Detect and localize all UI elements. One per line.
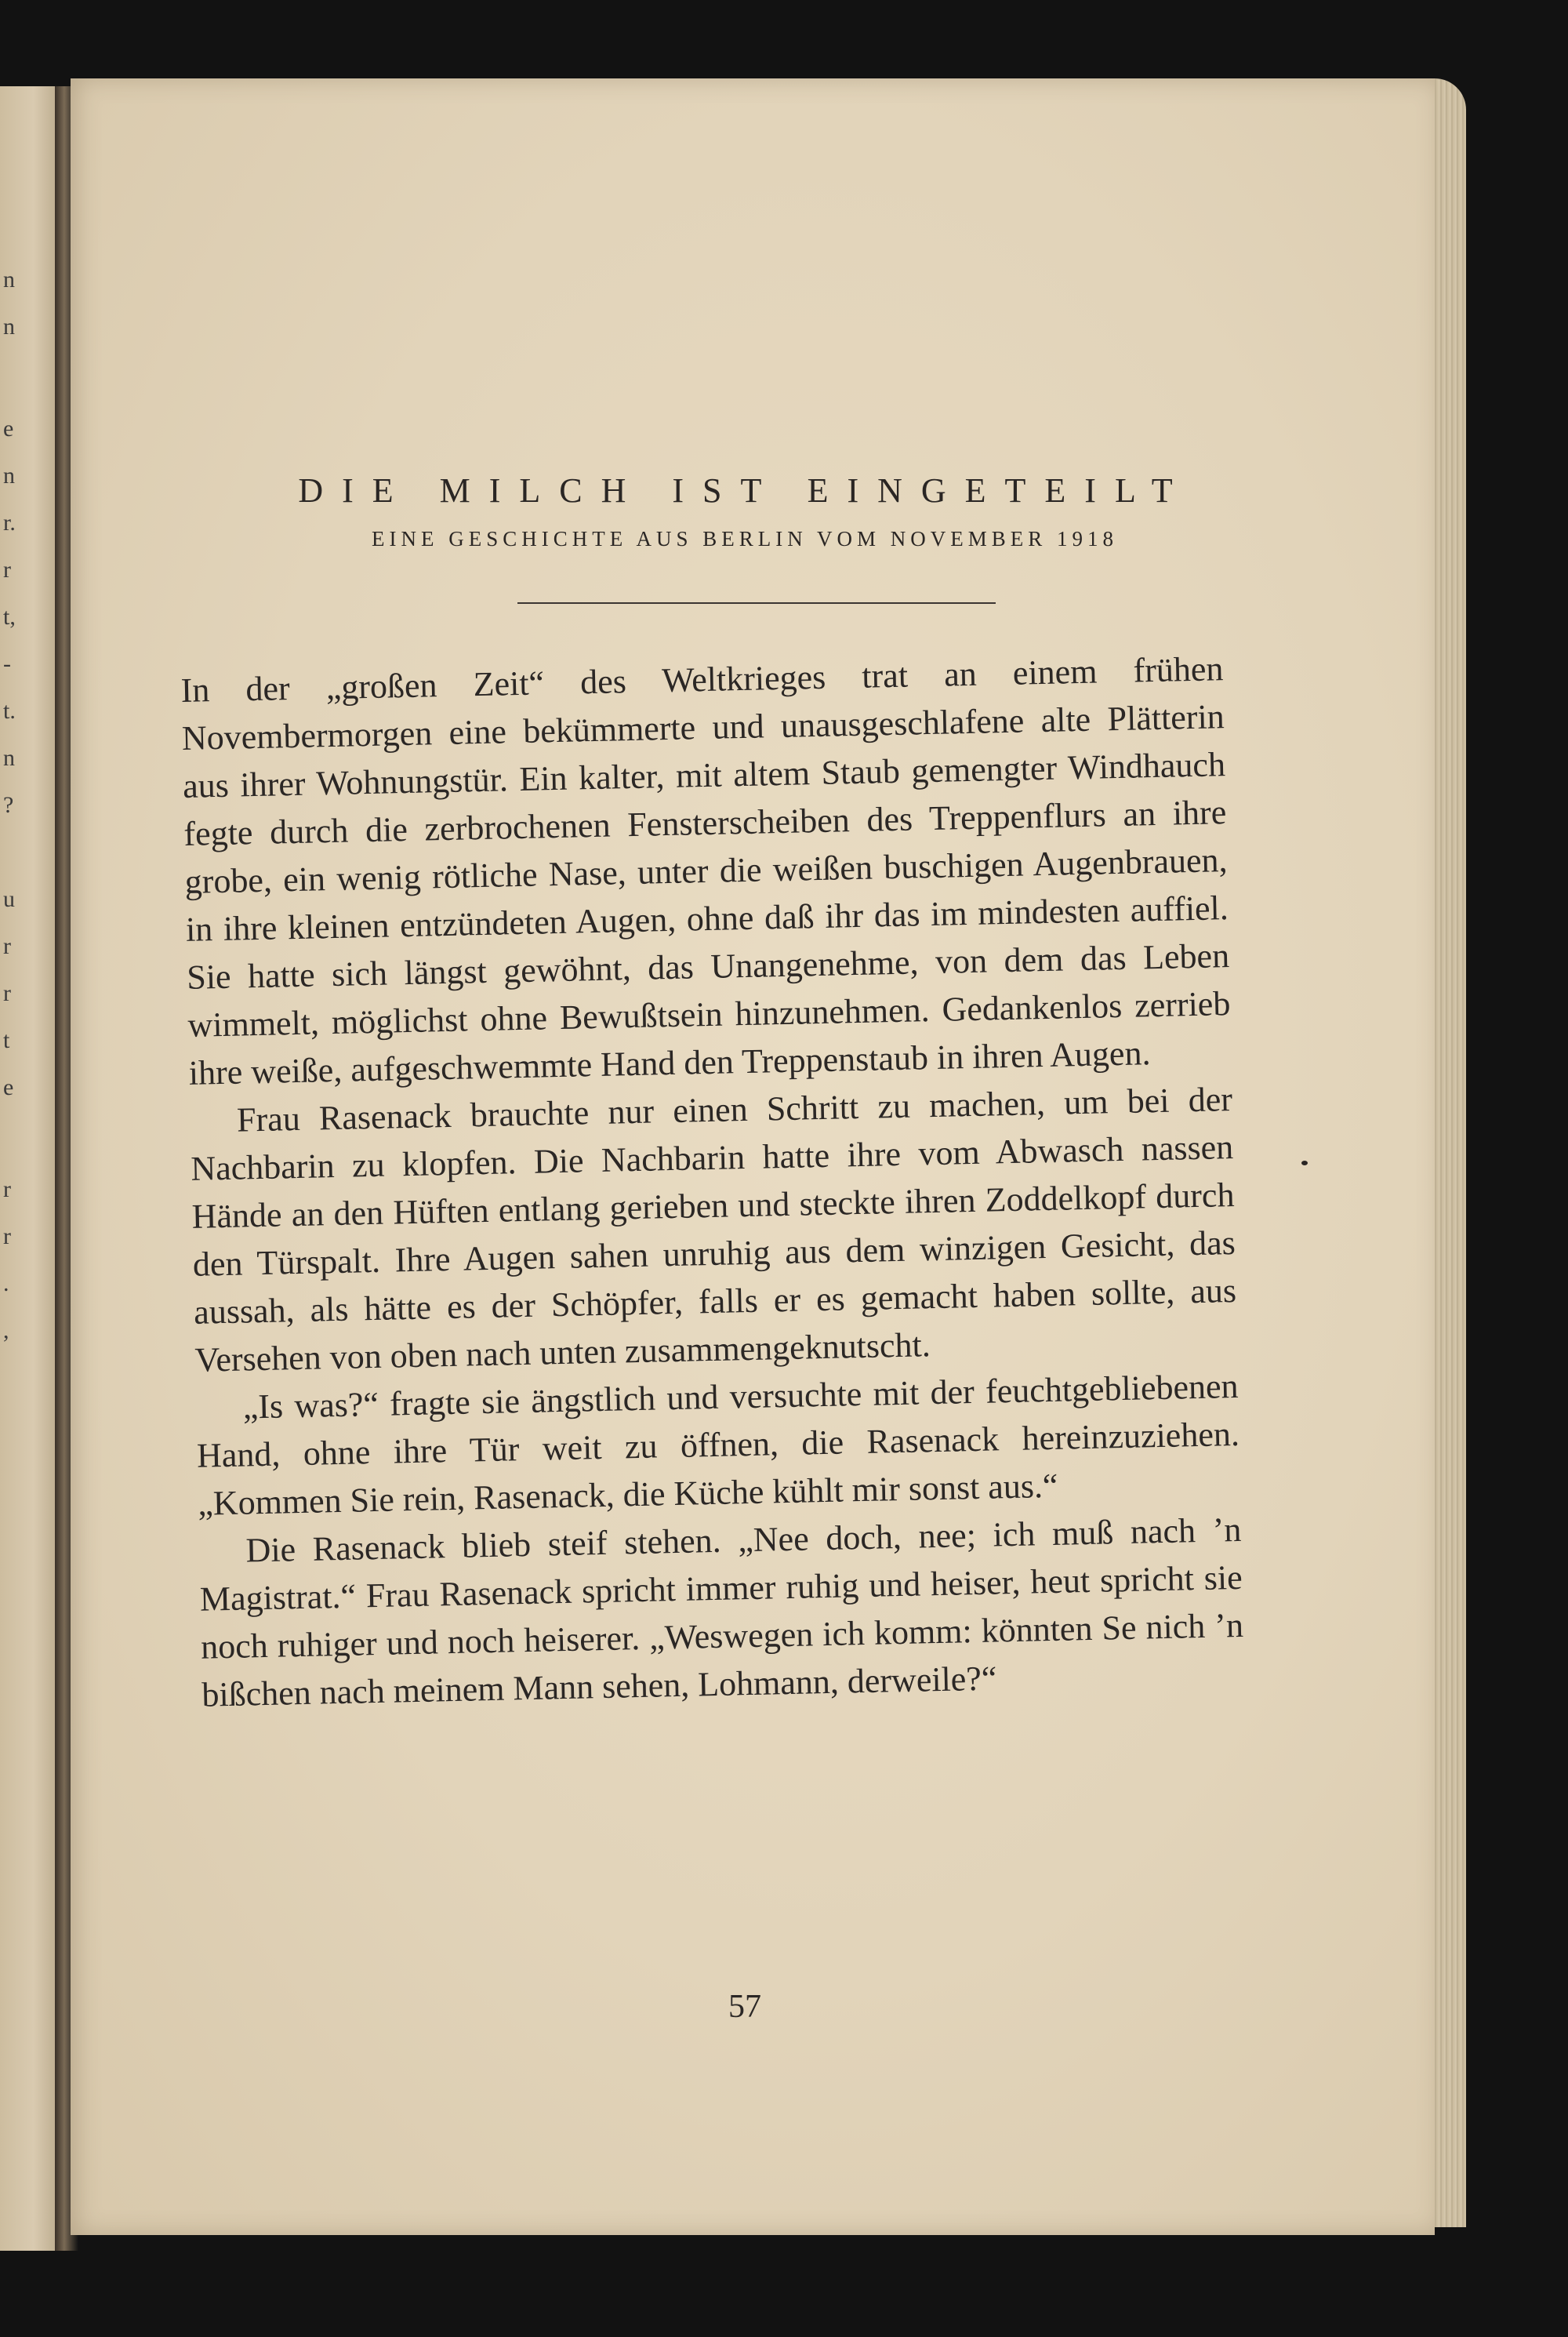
fragment: r.	[3, 510, 16, 536]
fragment: t,	[3, 604, 16, 630]
fragment: r	[3, 557, 11, 583]
fragment: .	[3, 1270, 9, 1296]
fragment: n	[3, 267, 15, 293]
fragment: e	[3, 416, 14, 442]
page-number: 57	[728, 1989, 761, 2025]
fragment: n	[3, 314, 15, 340]
fragment: r	[3, 933, 11, 959]
book-page	[71, 78, 1435, 2235]
previous-page-text-fragments	[0, 235, 24, 1412]
title-rule	[517, 602, 996, 604]
fragment: ?	[3, 792, 14, 818]
fragment: -	[3, 651, 11, 677]
paragraph: In der „großen Zeit“ des Weltkrieges trat an einem frühen Novembermorgen eine bekümmerte und unausgeschlafene alte Plätterin aus ihrer Wohnungstür. Ein kalter, mit altem Staub gemengter Windhauch fegte durch die zerbrochenen Fensterscheiben des Treppenflurs an ihre grobe, ein wenig rötliche Nase, unter die weißen buschigen Augenbrauen, in ihre kleinen entzündeten Augen, ohne daß ihr das im mindesten auffiel. Sie hatte sich längst gewöhnt, das Unangenehme, von dem das Leben wimmelt, möglichst ohne Bewußtsein hinzunehmen. Gedankenlos zerrieb ihre weiße, aufgeschwemmte Hand den Treppenstaub in ihren Augen.	[180, 649, 1231, 1092]
fragment: t	[3, 1027, 10, 1053]
paragraph: Die Rasenack blieb steif stehen. „Nee doch, nee; ich muß nach ’n Magistrat.“ Frau Rasenack spricht immer ruhig und heiser, heut spricht sie noch ruhiger und noch heiserer. „Weswegen ich komm: könnten Se nich ’n bißchen nach meinem Mann sehen, Lohmann, derweile?“	[199, 1510, 1244, 1714]
body-text	[180, 645, 1245, 1719]
ink-speck	[1301, 1161, 1308, 1165]
fragment: n	[3, 463, 15, 489]
chapter-subtitle: EINE GESCHICHTE AUS BERLIN VOM NOVEMBER 1918	[371, 527, 1118, 551]
fragment: n	[3, 745, 15, 771]
fragment: t.	[3, 698, 16, 724]
fragment: e	[3, 1074, 14, 1100]
fragment: r	[3, 980, 11, 1006]
fragment: r	[3, 1176, 11, 1202]
fragment: ,	[3, 1318, 9, 1343]
paragraph: „Is was?“ fragte sie ängstlich und versuchte mit der feuchtgebliebenen Hand, ohne ihre Tür weit zu öffnen, die Rasenack hereinzuziehen. „Kommen Sie rein, Rasenack, die Küche kühlt mir sonst aus.“	[196, 1366, 1240, 1523]
paragraph: Frau Rasenack brauchte nur einen Schritt zu machen, um bei der Nachbarin zu klopfen. Die Nachbarin hatte ihre vom Abwasch nassen Hände an den Hüften entlang gerieben und steckte ihren Zoddelkopf durch den Türspalt. Ihre Augen sahen unruhig aus dem winzigen Gesicht, das aussah, als hätte es der Schöpfer, falls er es gemacht haben sollte, aus Versehen von oben nach unten zusammengeknutscht.	[190, 1080, 1237, 1379]
fragment: u	[3, 886, 15, 912]
chapter-title: DIE MILCH IST EINGETEILT	[298, 471, 1192, 510]
fragment: r	[3, 1223, 11, 1249]
